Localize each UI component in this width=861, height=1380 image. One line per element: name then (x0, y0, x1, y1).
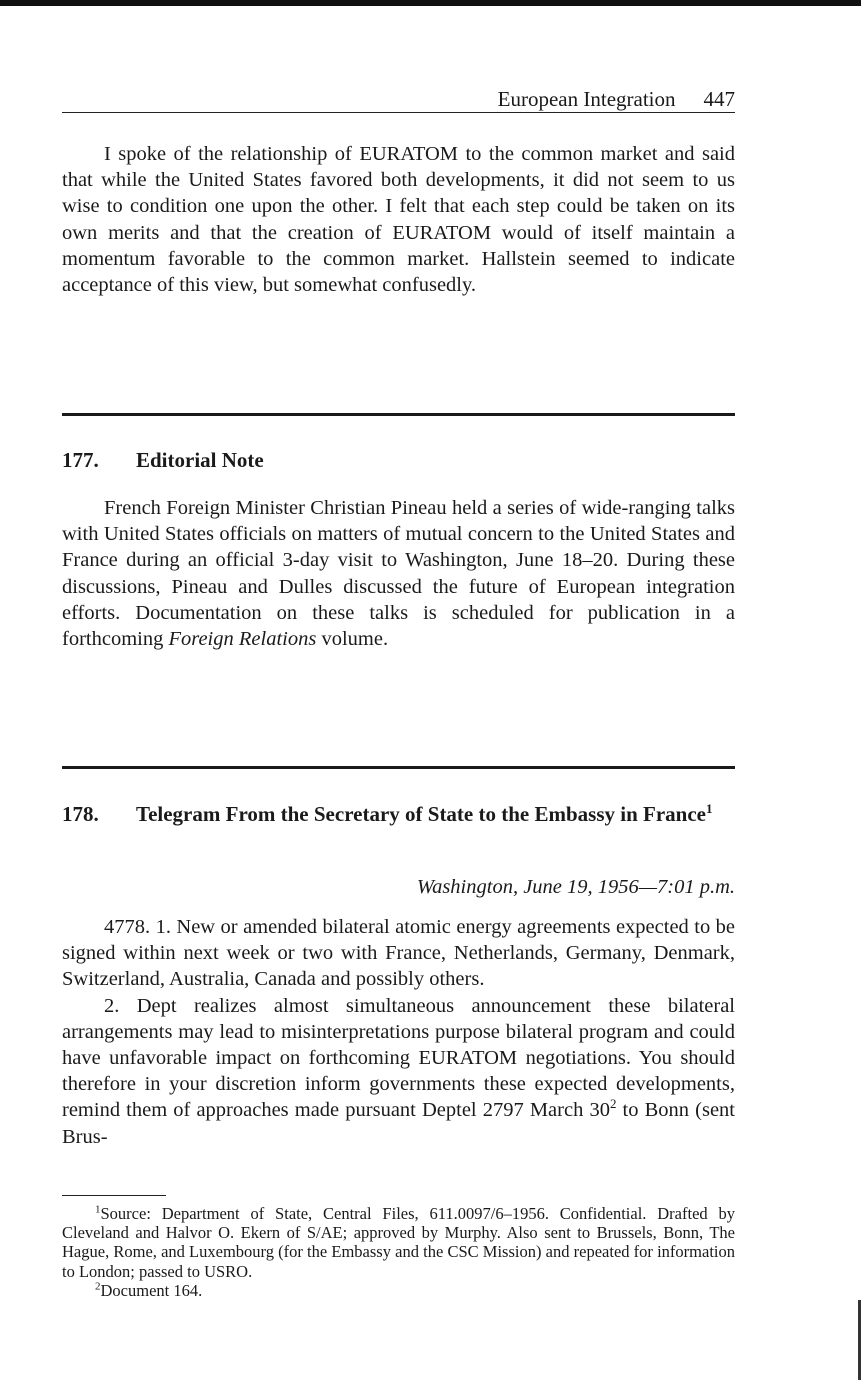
document-heading-178 (62, 802, 735, 827)
running-head-title: European Integration (497, 87, 676, 111)
footnote-rule (62, 1195, 166, 1196)
document-heading-177 (62, 448, 735, 473)
document-title (136, 802, 735, 827)
footnote-mark: 1 (95, 1203, 101, 1216)
editorial-note-paragraph (62, 495, 735, 652)
editorial-note-text-end: volume. (316, 628, 389, 651)
footnote-1 (62, 1204, 735, 1281)
telegram-paragraph-2 (62, 993, 735, 1150)
section-divider (62, 413, 735, 416)
telegram-paragraph-2-text-end: to Bonn (sent Brus- (62, 1099, 735, 1148)
footnote-mark: 2 (95, 1280, 101, 1293)
publication-title: Foreign Relations (168, 628, 317, 651)
continuation-block (62, 141, 735, 298)
telegram-paragraph-2-text: 2. Dept realizes almost simultaneous announcement these bilateral arrangements may lead to misinterpretations purpose bilateral program and could have unfavorable impact on forthcoming EURATOM negotiations. You should therefore in your discretion inform governments these expected developments, remind them of approaches made pursuant Deptel 2797 March 30 (62, 994, 735, 1122)
page-number: 447 (703, 87, 735, 111)
document-title: Editorial Note (136, 448, 264, 472)
editorial-note-text: French Foreign Minister Christian Pineau held a series of wide-ranging talks with United States officials on matters of mutual concern to the United States and France during an official 3-day visit to Washington, June 18–20. During these discussions, Pineau and Dulles discussed the future of European integration efforts. Documentation on these talks is scheduled for publication in a forthcoming (62, 497, 735, 651)
footnote-text: Document 164. (100, 1280, 203, 1300)
continuation-paragraph: I spoke of the relationship of EURATOM to the common market and said that while the United States favored both developments, it did not seem to us wise to condition one upon the other. I felt that each step could be taken on its own merits and that the creation of EURATOM would of itself maintain a momentum favorable to the common market. Hallstein seemed to indicate acceptance of this view, but somewhat confusedly. (62, 143, 735, 297)
editorial-note-block (62, 495, 735, 652)
footnote-2 (62, 1281, 735, 1300)
footnotes (62, 1204, 735, 1300)
footnote-reference: 2 (609, 1096, 617, 1112)
telegram-body (62, 914, 735, 1150)
page-top-border (0, 0, 861, 6)
document-number: 178. (62, 802, 99, 826)
document-title-text: Telegram From the Secretary of State to the Embassy in France (136, 802, 706, 826)
running-head (62, 86, 735, 113)
document-number: 177. (62, 448, 99, 472)
telegram-paragraph-1: 4778. 1. New or amended bilateral atomic energy agreements expected to be signed within next week or two with France, Netherlands, Germany, Denmark, Switzerland, Australia, Canada and possibly others. (62, 916, 735, 991)
footnote-reference: 1 (706, 801, 713, 816)
section-divider (62, 766, 735, 769)
dateline: Washington, June 19, 1956—7:01 p.m. (416, 876, 735, 898)
footnote-text: Source: Department of State, Central Files, 611.0097/6–1956. Confidential. Drafted by Cleveland and Halvor O. Ekern of S/AE; approved by Murphy. Also sent to Brussels, Bonn, The Hague, Rome, and Luxembourg (for the Embassy and the CSC Mission) and repeated for information to London; passed to USRO. (62, 1204, 735, 1281)
